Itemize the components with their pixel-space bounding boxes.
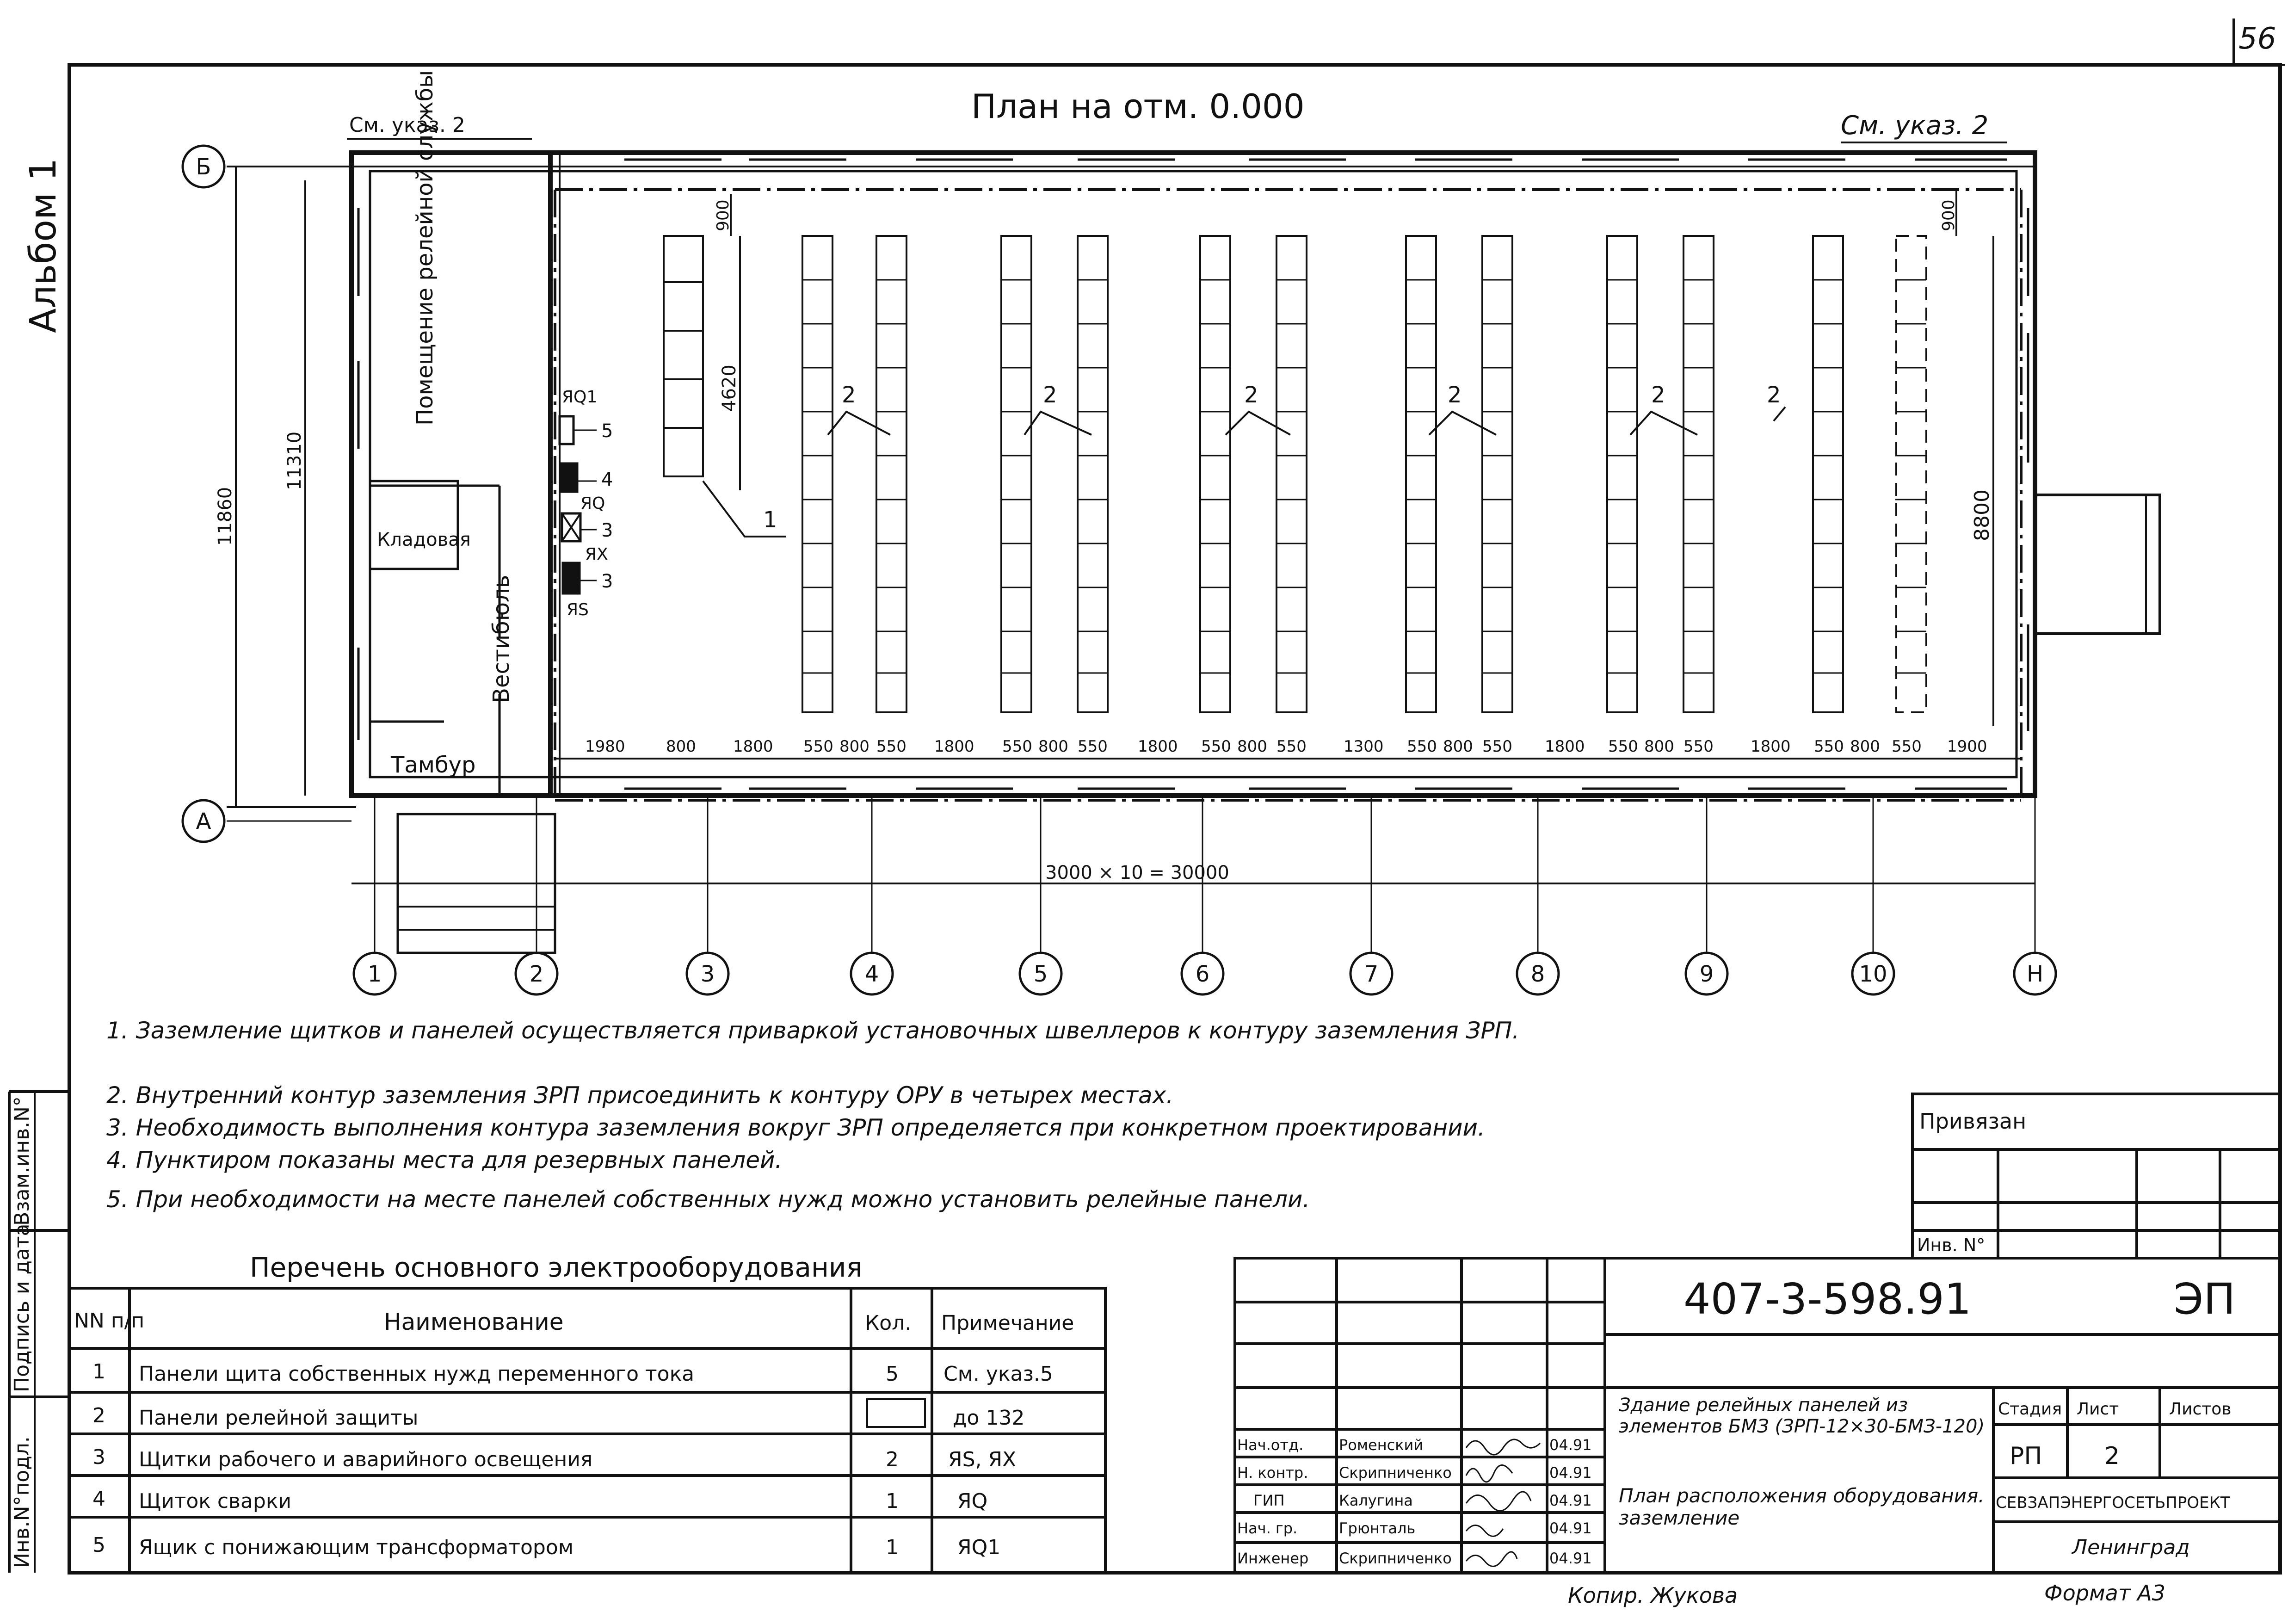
- margin-label-replace: Взам.инв.N°: [10, 1096, 34, 1226]
- svg-text:550: 550: [1684, 737, 1714, 756]
- dim-offset-top-right: 900: [1939, 199, 1958, 231]
- room-storage: Кладовая: [377, 529, 471, 550]
- table-row: [92, 1360, 1053, 1386]
- svg-text:550: 550: [1078, 737, 1108, 756]
- table-row: [92, 1533, 1000, 1559]
- svg-text:1: 1: [886, 1489, 899, 1513]
- svg-text:5: 5: [92, 1533, 105, 1557]
- svg-text:550: 550: [1814, 737, 1844, 756]
- note-2: 2. Внутренний контур заземления ЗРП присоединить к контуру ОРУ в четырех местах.: [106, 1082, 1174, 1109]
- svg-text:550: 550: [1407, 737, 1437, 756]
- binding-block: [1912, 1094, 2280, 1258]
- svg-text:1800: 1800: [1545, 737, 1585, 756]
- plan-title: План на отм. 0.000: [971, 87, 1305, 126]
- dim-overall-height: 11860: [215, 487, 236, 546]
- svg-text:Щитки рабочего и аварийного ос: Щитки рабочего и аварийного освещения: [139, 1448, 593, 1471]
- sheet-format: Формат А3: [2044, 1581, 2165, 1605]
- eq-label-yas: ЯS: [567, 600, 589, 619]
- axis-3: 3: [700, 961, 715, 987]
- svg-text:04.91: 04.91: [1549, 1464, 1592, 1482]
- org-name: СЕВЗАПЭНЕРГОСЕТЬПРОЕКТ: [1996, 1494, 2230, 1512]
- margin-label-signature: Подпись и дата: [10, 1223, 34, 1392]
- sheets-header: Листов: [2169, 1400, 2232, 1419]
- callout-2d: 2: [1448, 382, 1462, 408]
- margin-label-inventory: Инв.N°подл.: [10, 1436, 34, 1568]
- eq-label-3a: 3: [601, 520, 613, 541]
- col-header-name: Наименование: [384, 1309, 564, 1335]
- signature-row: [1237, 1464, 1592, 1482]
- svg-text:550: 550: [876, 737, 906, 756]
- signature-row: [1237, 1550, 1592, 1567]
- city-name: Ленинград: [2072, 1536, 2190, 1559]
- callout-2f: 2: [1767, 382, 1781, 408]
- equipment-table: [69, 1252, 1105, 1573]
- svg-text:Нач.отд.: Нач.отд.: [1237, 1436, 1304, 1454]
- axis-b: Б: [196, 154, 211, 180]
- svg-text:550: 550: [1002, 737, 1032, 756]
- svg-text:Щиток сварки: Щиток сварки: [139, 1489, 292, 1513]
- note-1: 1. Заземление щитков и панелей осуществляется приваркой установочных швеллеров к контуру заземления ЗРП.: [106, 1017, 1520, 1044]
- equipment-table-title: Перечень основного электрооборудования: [250, 1252, 863, 1283]
- stage-header: Стадия: [1998, 1400, 2062, 1419]
- svg-text:ЯQ1: ЯQ1: [957, 1536, 1001, 1559]
- eq-label-yaq: ЯQ: [580, 494, 605, 513]
- page-number: 56: [2238, 22, 2276, 56]
- axis-1: 1: [367, 961, 382, 987]
- svg-text:1800: 1800: [733, 737, 773, 756]
- svg-text:550: 550: [803, 737, 833, 756]
- svg-text:550: 550: [1608, 737, 1638, 756]
- svg-text:550: 550: [1276, 737, 1307, 756]
- svg-text:550: 550: [1892, 737, 1922, 756]
- svg-text:Роменский: Роменский: [1339, 1436, 1424, 1454]
- svg-text:ГИП: ГИП: [1253, 1492, 1285, 1509]
- floor-plan: [183, 70, 2160, 994]
- note-4: 4. Пунктиром показаны места для резервных панелей.: [106, 1147, 783, 1173]
- svg-text:800: 800: [1443, 737, 1473, 756]
- note-ref-right: См. указ. 2: [1841, 111, 1989, 141]
- sheet-title: План расположения оборудования. заземление: [1619, 1485, 1985, 1530]
- svg-text:04.91: 04.91: [1549, 1492, 1592, 1509]
- svg-text:Панели релейной защиты: Панели релейной защиты: [139, 1406, 419, 1430]
- svg-text:800: 800: [666, 737, 696, 756]
- svg-text:ЯQ: ЯQ: [957, 1489, 988, 1513]
- axis-6: 6: [1195, 961, 1210, 987]
- col-header-qty: Кол.: [865, 1311, 912, 1335]
- axis-8: 8: [1530, 961, 1545, 987]
- callout-2a: 2: [842, 382, 856, 408]
- svg-text:1800: 1800: [934, 737, 974, 756]
- eq-label-3b: 3: [601, 571, 613, 592]
- axis-a: А: [196, 809, 211, 834]
- svg-text:1: 1: [886, 1536, 899, 1559]
- svg-text:Н. контр.: Н. контр.: [1237, 1464, 1308, 1482]
- dim-panel-length: 4620: [719, 364, 740, 412]
- callout-2e: 2: [1651, 382, 1665, 408]
- dim-overall-length: 3000 × 10 = 30000: [1045, 862, 1229, 883]
- svg-text:1300: 1300: [1344, 737, 1384, 756]
- axis-n: Н: [2026, 961, 2044, 987]
- signature-row: [1237, 1519, 1592, 1537]
- sheet-value: 2: [2104, 1442, 2120, 1470]
- callout-2c: 2: [1244, 382, 1258, 408]
- axis-2: 2: [529, 961, 544, 987]
- eq-label-yaq1: ЯQ1: [562, 388, 598, 407]
- sheet-header: Лист: [2077, 1400, 2119, 1419]
- title-block: [1235, 1258, 2280, 1573]
- eq-label-yax: ЯX: [585, 545, 608, 564]
- box-yaq: [560, 463, 578, 493]
- copied-by: Копир. Жукова: [1568, 1583, 1738, 1608]
- general-notes: [106, 1017, 1519, 1213]
- note-3: 3. Необходимость выполнения контура заземления вокруг ЗРП определяется при конкретном проектировании.: [106, 1114, 1485, 1141]
- svg-text:550: 550: [1482, 737, 1512, 756]
- axis-9: 9: [1699, 961, 1714, 987]
- note-5: 5. При необходимости на месте панелей собственных нужд можно установить релейные панели.: [106, 1186, 1310, 1213]
- svg-text:1800: 1800: [1138, 737, 1178, 756]
- axis-10: 10: [1859, 961, 1887, 987]
- svg-text:800: 800: [839, 737, 870, 756]
- axis-5: 5: [1033, 961, 1048, 987]
- svg-text:ЯS, ЯX: ЯS, ЯX: [948, 1448, 1017, 1471]
- stage-value: РП: [2010, 1442, 2042, 1470]
- object-name: Здание релейных панелей из элементов БМЗ (ЗРП-12×30-БМЗ-120): [1619, 1395, 1985, 1437]
- callout-2b: 2: [1043, 382, 1057, 408]
- svg-text:3: 3: [92, 1445, 105, 1469]
- svg-text:4: 4: [92, 1487, 105, 1511]
- inv-no-label: Инв. N°: [1917, 1235, 1986, 1255]
- svg-text:Инженер: Инженер: [1237, 1550, 1309, 1567]
- svg-text:2: 2: [886, 1448, 899, 1471]
- svg-text:800: 800: [1644, 737, 1674, 756]
- svg-text:800: 800: [1850, 737, 1880, 756]
- svg-text:1980: 1980: [585, 737, 625, 756]
- eq-label-4: 4: [601, 469, 613, 490]
- svg-text:Скрипниченко: Скрипниченко: [1339, 1464, 1452, 1482]
- svg-text:1: 1: [92, 1360, 105, 1383]
- svg-text:1800: 1800: [1751, 737, 1791, 756]
- eq-label-5: 5: [601, 420, 613, 442]
- box-yas: [562, 562, 580, 594]
- svg-text:Ящик с понижающим трансформато: Ящик с понижающим трансформатором: [139, 1536, 574, 1559]
- svg-text:800: 800: [1038, 737, 1068, 756]
- svg-text:04.91: 04.91: [1549, 1436, 1592, 1454]
- binding-margin: [9, 1092, 69, 1573]
- svg-text:Нач. гр.: Нач. гр.: [1237, 1519, 1298, 1537]
- svg-text:Калугина: Калугина: [1339, 1492, 1413, 1509]
- svg-text:2: 2: [92, 1404, 105, 1427]
- table-row: [92, 1487, 987, 1513]
- dim-reserve-length: 8800: [1970, 489, 1994, 541]
- svg-text:550: 550: [1201, 737, 1231, 756]
- table-row: [92, 1445, 1016, 1471]
- doc-mark: ЭП: [2174, 1274, 2236, 1324]
- axis-4: 4: [864, 961, 879, 987]
- callout-1: 1: [763, 507, 777, 533]
- table-row: [92, 1404, 1024, 1430]
- room-relay-service: Помещение релейной службы: [412, 70, 438, 426]
- doc-code: 407-3-598.91: [1684, 1274, 1972, 1324]
- album-label: Альбом 1: [23, 158, 64, 333]
- room-tambour: Тамбур: [391, 752, 476, 778]
- svg-text:Грюнталь: Грюнталь: [1339, 1519, 1416, 1537]
- axis-7: 7: [1364, 961, 1379, 987]
- svg-text:04.91: 04.91: [1549, 1519, 1592, 1537]
- bottom-dimension-chain: [585, 737, 1987, 756]
- signature-row: [1253, 1492, 1592, 1509]
- box-yaq1: [560, 416, 574, 444]
- panel-row-aux: [664, 236, 703, 476]
- svg-text:5: 5: [886, 1362, 899, 1386]
- svg-text:до 132: до 132: [953, 1406, 1025, 1430]
- room-vestibule: Вестибюль: [488, 575, 514, 703]
- svg-text:См. указ.5: См. указ.5: [944, 1362, 1053, 1386]
- svg-text:800: 800: [1237, 737, 1267, 756]
- note-ref-left: См. указ. 2: [349, 113, 465, 137]
- svg-text:Панели щита собственных нужд п: Панели щита собственных нужд переменного тока: [139, 1362, 695, 1386]
- signatures: [1466, 1439, 1540, 1566]
- col-header-note: Примечание: [941, 1311, 1074, 1335]
- svg-text:Скрипниченко: Скрипниченко: [1339, 1550, 1452, 1567]
- svg-text:1900: 1900: [1947, 737, 1987, 756]
- panel-rows: [664, 236, 1926, 712]
- dim-offset-top: 900: [714, 199, 733, 231]
- dim-inner-height: 11310: [284, 431, 305, 490]
- relay-panel-qty-box: [867, 1399, 925, 1427]
- col-header-num: NN п/п: [74, 1309, 145, 1333]
- svg-text:04.91: 04.91: [1549, 1550, 1592, 1567]
- privyazan-label: Привязан: [1919, 1109, 2027, 1134]
- equipment-vestibule: [560, 388, 613, 619]
